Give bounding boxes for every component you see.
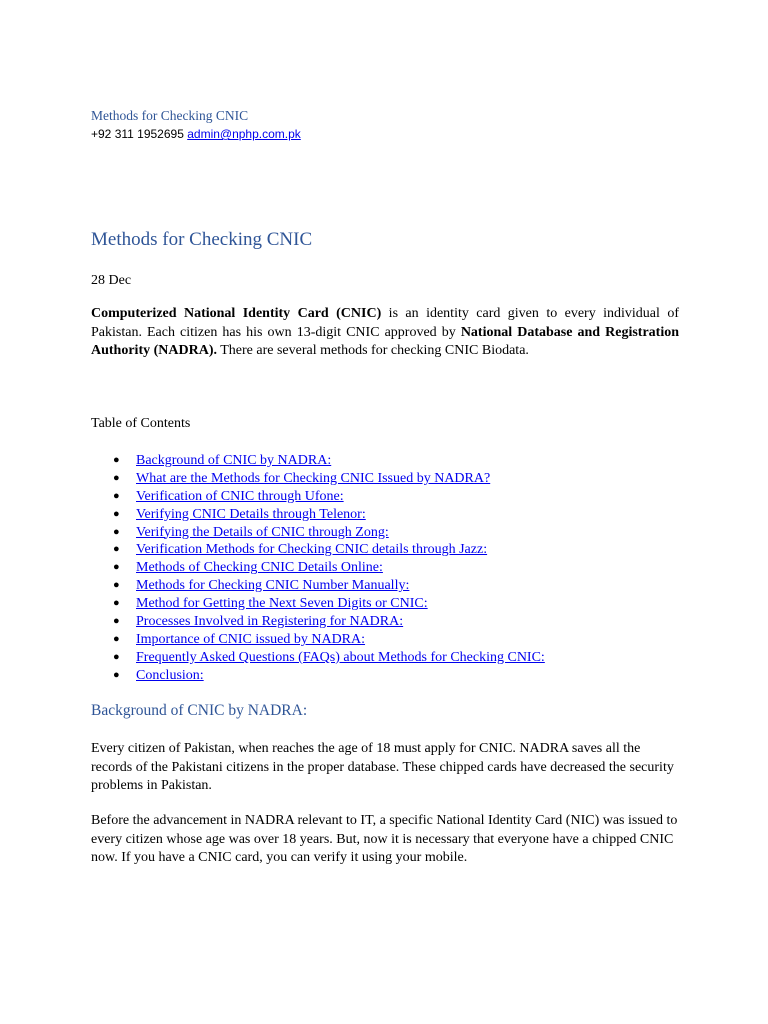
bullet-icon: ●: [113, 668, 120, 681]
toc-link-zong[interactable]: Verifying the Details of CNIC through Zong:: [136, 524, 389, 540]
toc-item: [91, 488, 545, 506]
toc-item: [91, 631, 545, 649]
bullet-icon: ●: [113, 632, 120, 645]
bullet-icon: ●: [113, 597, 120, 610]
header-email-link[interactable]: admin@nphp.com.pk: [187, 127, 301, 141]
toc-item: [91, 595, 545, 613]
toc-item: [91, 541, 545, 559]
toc-item: [91, 470, 545, 488]
toc-item: [91, 613, 545, 631]
document-title: Methods for Checking CNIC: [91, 229, 313, 250]
toc-item: [91, 524, 545, 542]
toc-link-methods[interactable]: What are the Methods for Checking CNIC Issued by NADRA?: [136, 470, 491, 486]
header-phone: +92 311 1952695: [91, 127, 184, 141]
post-date: 28 Dec: [91, 273, 132, 288]
bullet-icon: ●: [113, 489, 120, 502]
bullet-icon: ●: [113, 615, 120, 628]
toc-link-registering[interactable]: Processes Involved in Registering for NADRA:: [136, 614, 404, 630]
bullet-icon: ●: [113, 561, 120, 574]
bullet-icon: ●: [113, 579, 120, 592]
bullet-icon: ●: [113, 507, 120, 520]
bullet-icon: ●: [113, 650, 120, 663]
toc-link-next-seven[interactable]: Method for Getting the Next Seven Digits or CNIC:: [136, 596, 428, 612]
intro-bold-nadra: National Database and Registration Authority (NADRA).: [91, 324, 679, 358]
toc-link-jazz[interactable]: Verification Methods for Checking CNIC details through Jazz:: [136, 542, 488, 558]
intro-text-2: There are several methods for checking CNIC Biodata.: [217, 343, 529, 358]
intro-paragraph: [91, 305, 679, 361]
toc-item: [91, 506, 545, 524]
toc-item: [91, 559, 545, 577]
toc-heading: Table of Contents: [91, 416, 191, 431]
bullet-icon: ●: [113, 454, 120, 466]
header-contact: [91, 127, 301, 141]
toc-item: [91, 649, 545, 667]
toc-link-background[interactable]: Background of CNIC by NADRA:: [136, 453, 332, 468]
section-heading-background: Background of CNIC by NADRA:: [91, 702, 308, 719]
toc-link-importance[interactable]: Importance of CNIC issued by NADRA:: [136, 631, 366, 647]
toc-link-manually[interactable]: Methods for Checking CNIC Number Manually:: [136, 578, 410, 594]
table-of-contents: [91, 452, 545, 685]
toc-link-faqs[interactable]: Frequently Asked Questions (FAQs) about Methods for Checking CNIC:: [136, 649, 545, 665]
toc-link-ufone[interactable]: Verification of CNIC through Ufone:: [136, 488, 344, 504]
intro-text-1: is an identity card given to every individual of Pakistan. Each citizen has his own 13-digit CNIC approved by: [91, 306, 680, 340]
bullet-icon: ●: [113, 471, 120, 484]
toc-link-online[interactable]: Methods of Checking CNIC Details Online:: [136, 560, 383, 576]
toc-item: [91, 452, 545, 470]
toc-link-conclusion[interactable]: Conclusion:: [136, 667, 204, 683]
toc-link-telenor[interactable]: Verifying CNIC Details through Telenor:: [136, 506, 366, 522]
body-paragraph-2: Before the advancement in NADRA relevant to IT, a specific National Identity Card (NIC) was issued to every citizen whose age was over 18 years. But, now it is necessary that everyone have a chipped CNIC now. If you have a CNIC card, you can verify it using your mobile.: [91, 813, 678, 865]
intro-bold-cnic: Computerized National Identity Card (CNIC): [91, 306, 382, 321]
toc-item: [91, 667, 545, 685]
body-paragraph-1: Every citizen of Pakistan, when reaches the age of 18 must apply for CNIC. NADRA saves all the records of the Pakistani citizens in the proper database. These chipped cards have decreased the security problems in Pakistan.: [91, 741, 674, 793]
header-title: Methods for Checking CNIC: [91, 108, 249, 123]
toc-item: [91, 577, 545, 595]
bullet-icon: ●: [113, 543, 120, 556]
bullet-icon: ●: [113, 525, 120, 538]
